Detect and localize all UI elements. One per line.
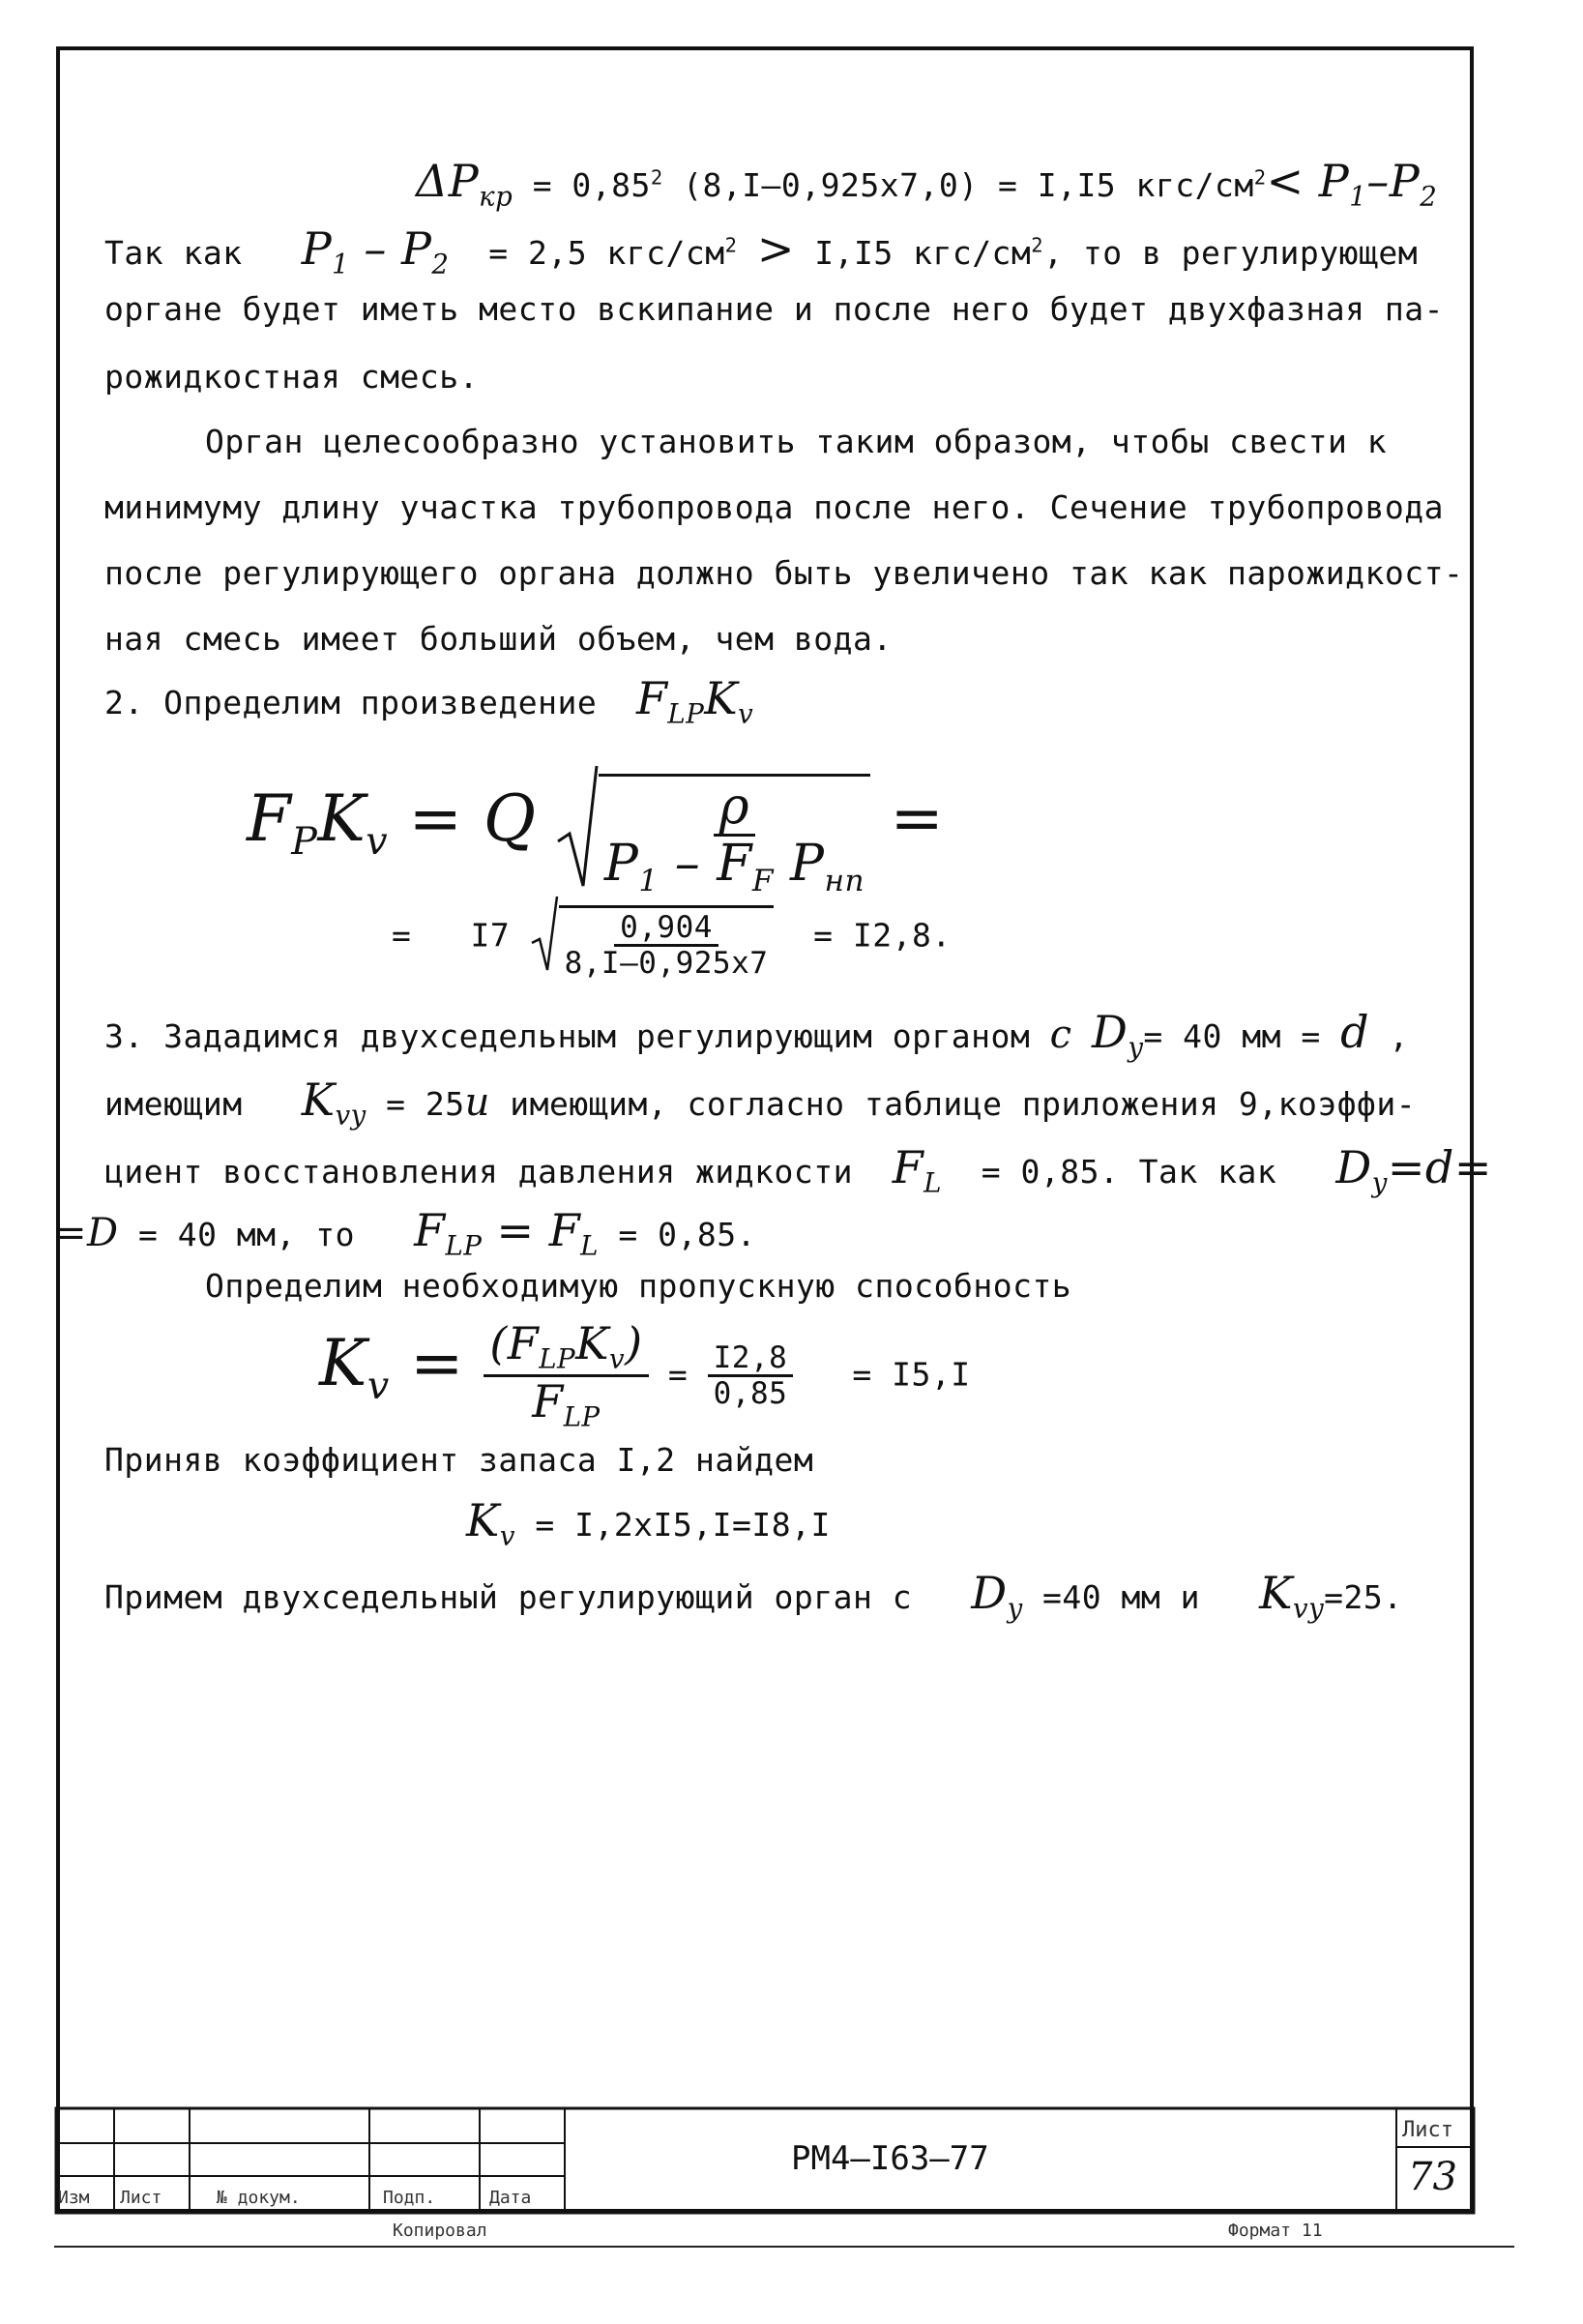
formula-kv-final: $K_v = I,2xI5,I=I8,I$ [466,1494,831,1552]
step3-line1: 3. Зададимся двухседельным регулирующим органом c $D_y= 40$ мм = d , [104,1006,1409,1064]
col-doc: № докум. [217,2188,301,2208]
col-izm: Изм [58,2188,90,2208]
col-date: Дата [489,2188,532,2208]
para2-line1: Орган целесообразно установить таким образом, чтобы свести к [205,423,1388,460]
step2-heading: 2. Определим произведение $F_{LP}K_v$ [104,672,754,730]
sqrt-icon [530,895,559,980]
sheet-number: 73 [1408,2155,1457,2199]
step4-text: Приняв коэффициент запаса I,2 найдем [104,1441,814,1479]
para2-line4: ная смесь имеет больший объем, чем вода. [104,620,893,658]
format-label: Формат 11 [1228,2221,1323,2241]
sqrt-expression: $\frac{\rho}{P_1 - F_F P_{нп}}$ [556,764,870,897]
para2-line2: минимуму длину участка трубопровода после него. Сечение трубопровода [104,488,1445,526]
delta-p-symbol: $\Delta P_{кр}$ [416,155,513,213]
formula-kv: $K_v$ = $\frac{(F_{LP}K_v)}{F_{LP}}$ = $\frac{I2,8}{0,85}$ = I5,I [319,1317,971,1433]
formula-fpkv: $F_PK_v = Q$ $\frac{\rho}{P_1 - F_F P_{нп}}$ = [247,764,944,897]
para2-line3: после регулирующего органа должно быть увеличено так как парожидкост- [104,554,1464,592]
para1-line2: органе будет иметь место вскипание и после него будет двухфазная па- [104,290,1445,328]
sqrt-icon [556,764,599,897]
conclusion-line: Примем двухседельный регулирующий орган с $D_y =40$ мм и $K_{vy}=25$. [104,1567,1403,1625]
bottom-rule [54,2246,1514,2248]
sheet-label: Лист [1402,2118,1453,2142]
para1-line1: Так как $P_1 - P_2 = 2,5$ кгс/$см^2 > I,I5$ кгс/$см^2$, то в регулирующем [104,222,1419,280]
formula-fpkv-value: = I7 $\frac{0,904}{8,I-0,925x7}$ = I2,8. [392,895,952,980]
step3-line2: имеющим $K_{vy} = 25и$ имеющим, согласно таблице приложения 9,коэффи- [104,1074,1417,1132]
p1-symbol: $P_1-P_2$ [1318,155,1438,213]
step3-line4: =D = 40 мм, то $F_{LP} = F_L = 0,85$. [54,1204,756,1262]
para1-line3: рожидкостная смесь. [104,358,479,396]
document-code: РМ4–I63–77 [791,2139,989,2178]
col-list: Лист [120,2188,162,2208]
formula-pressure-drop: $\Delta P_{кр} = 0,85^2$ (8,I–0,925x7,0) = I,I5 кгс/$см^2< P_1-P_2$ [416,155,1438,213]
step3-line3: циент восстановления давления жидкости $F_L = 0,85$. Так как $D_y=d=$ [104,1141,1492,1199]
step3b-text: Определим необходимую пропускную способность [205,1267,1072,1305]
col-sign: Подп. [383,2188,436,2208]
copied-label: Копировал [393,2221,487,2241]
